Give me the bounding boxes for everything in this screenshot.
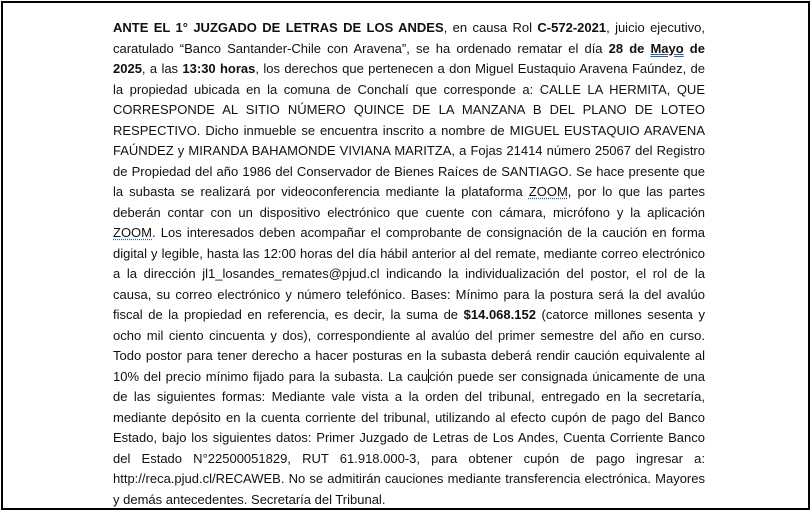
text-segment: ción puede ser consignada únicamente de una de las siguientes formas: Mediante vale vista a la orden del tribunal, entregado en la secretaría, mediante depósito en la cuenta corriente del tribunal, utilizando al efecto cupón de pago del Banco Estado, bajo los siguientes datos: Primer Juzgado de Letras de Los Andes, Cuenta Corriente Banco del Estado N°22500051829, RUT 61.918.000-3, para obtener cupón de pago ingresar a: http://reca.pjud.cl/RECAWEB. No se admitirán cauciones mediante transferencia electrónica. Mayores y demás antecedentes. Secretaría del Tribunal.	[113, 368, 705, 507]
zoom-word: ZOOM	[113, 225, 152, 240]
auction-time: 13:30 horas	[182, 61, 256, 76]
minimum-amount: $14.068.152	[463, 307, 536, 322]
auction-day: 28 de Mayo de 2025	[113, 40, 705, 76]
document-frame	[1, 1, 810, 510]
text-segment: , en causa Rol	[443, 20, 538, 35]
legal-notice-text[interactable]	[113, 18, 705, 510]
text-segment: , los derechos que pertenecen a don Miguel Eustaquio Aravena Faúndez, de la propiedad ubicada en la comuna de Conchalí que corresponde a: CALLE LA HERMITA, QUE CORRESPONDE AL SITIO NÚMERO QUINCE DE LA MANZANA B DEL PLANO DE LOTEO RESPECTIVO. Dicho inmueble se encuentra inscrito a nombre de MIGUEL EUSTAQUIO ARAVENA FAÚNDEZ y MIRANDA BAHAMONDE VIVIANA MARITZA, a Fojas 21414 número 25067 del Registro de Propiedad del año 1986 del Conservador de Bienes Raíces de SANTIAGO. Se hace presente que la subasta se realizará por videoconferencia mediante la plataforma	[113, 61, 705, 199]
text-segment: (catorce millones sesenta y ocho mil ciento cincuenta y dos), correspondiente al avalúo del primer semestre del año en curso. Todo postor para tener derecho a hacer posturas en la subasta deberá rendir caución equivalente al 10% del precio mínimo fijado para la subasta. La cau	[113, 307, 705, 384]
text-segment: . Los interesados deben acompañar el comprobante de consignación de la caución en forma digital y legible, hasta las 12:00 horas del día hábil anterior al del remate, mediante correo electrónico a la dirección jl1_losandes_remates@pjud.cl indicando la individualización del postor, el rol de la causa, su correo electrónico y número telefónico. Bases: Mínimo para la postura será la del avalúo fiscal de la propiedad en referencia, es decir, la suma de	[113, 225, 705, 322]
auction-month: Mayo	[650, 40, 684, 56]
court-name: ANTE EL 1° JUZGADO DE LETRAS DE LOS ANDES	[113, 20, 444, 35]
case-rol: C-572-2021	[537, 20, 607, 35]
text-segment: , por lo que las partes deberán contar con un dispositivo electrónico que cuente con cámara, micrófono y la aplicación	[113, 184, 705, 220]
text-segment: , juicio ejecutivo, caratulado “Banco Santander-Chile con Aravena”, se ha ordenado rematar el día	[113, 20, 705, 56]
zoom-word: ZOOM	[528, 184, 568, 199]
text-segment: , a las	[141, 61, 183, 76]
